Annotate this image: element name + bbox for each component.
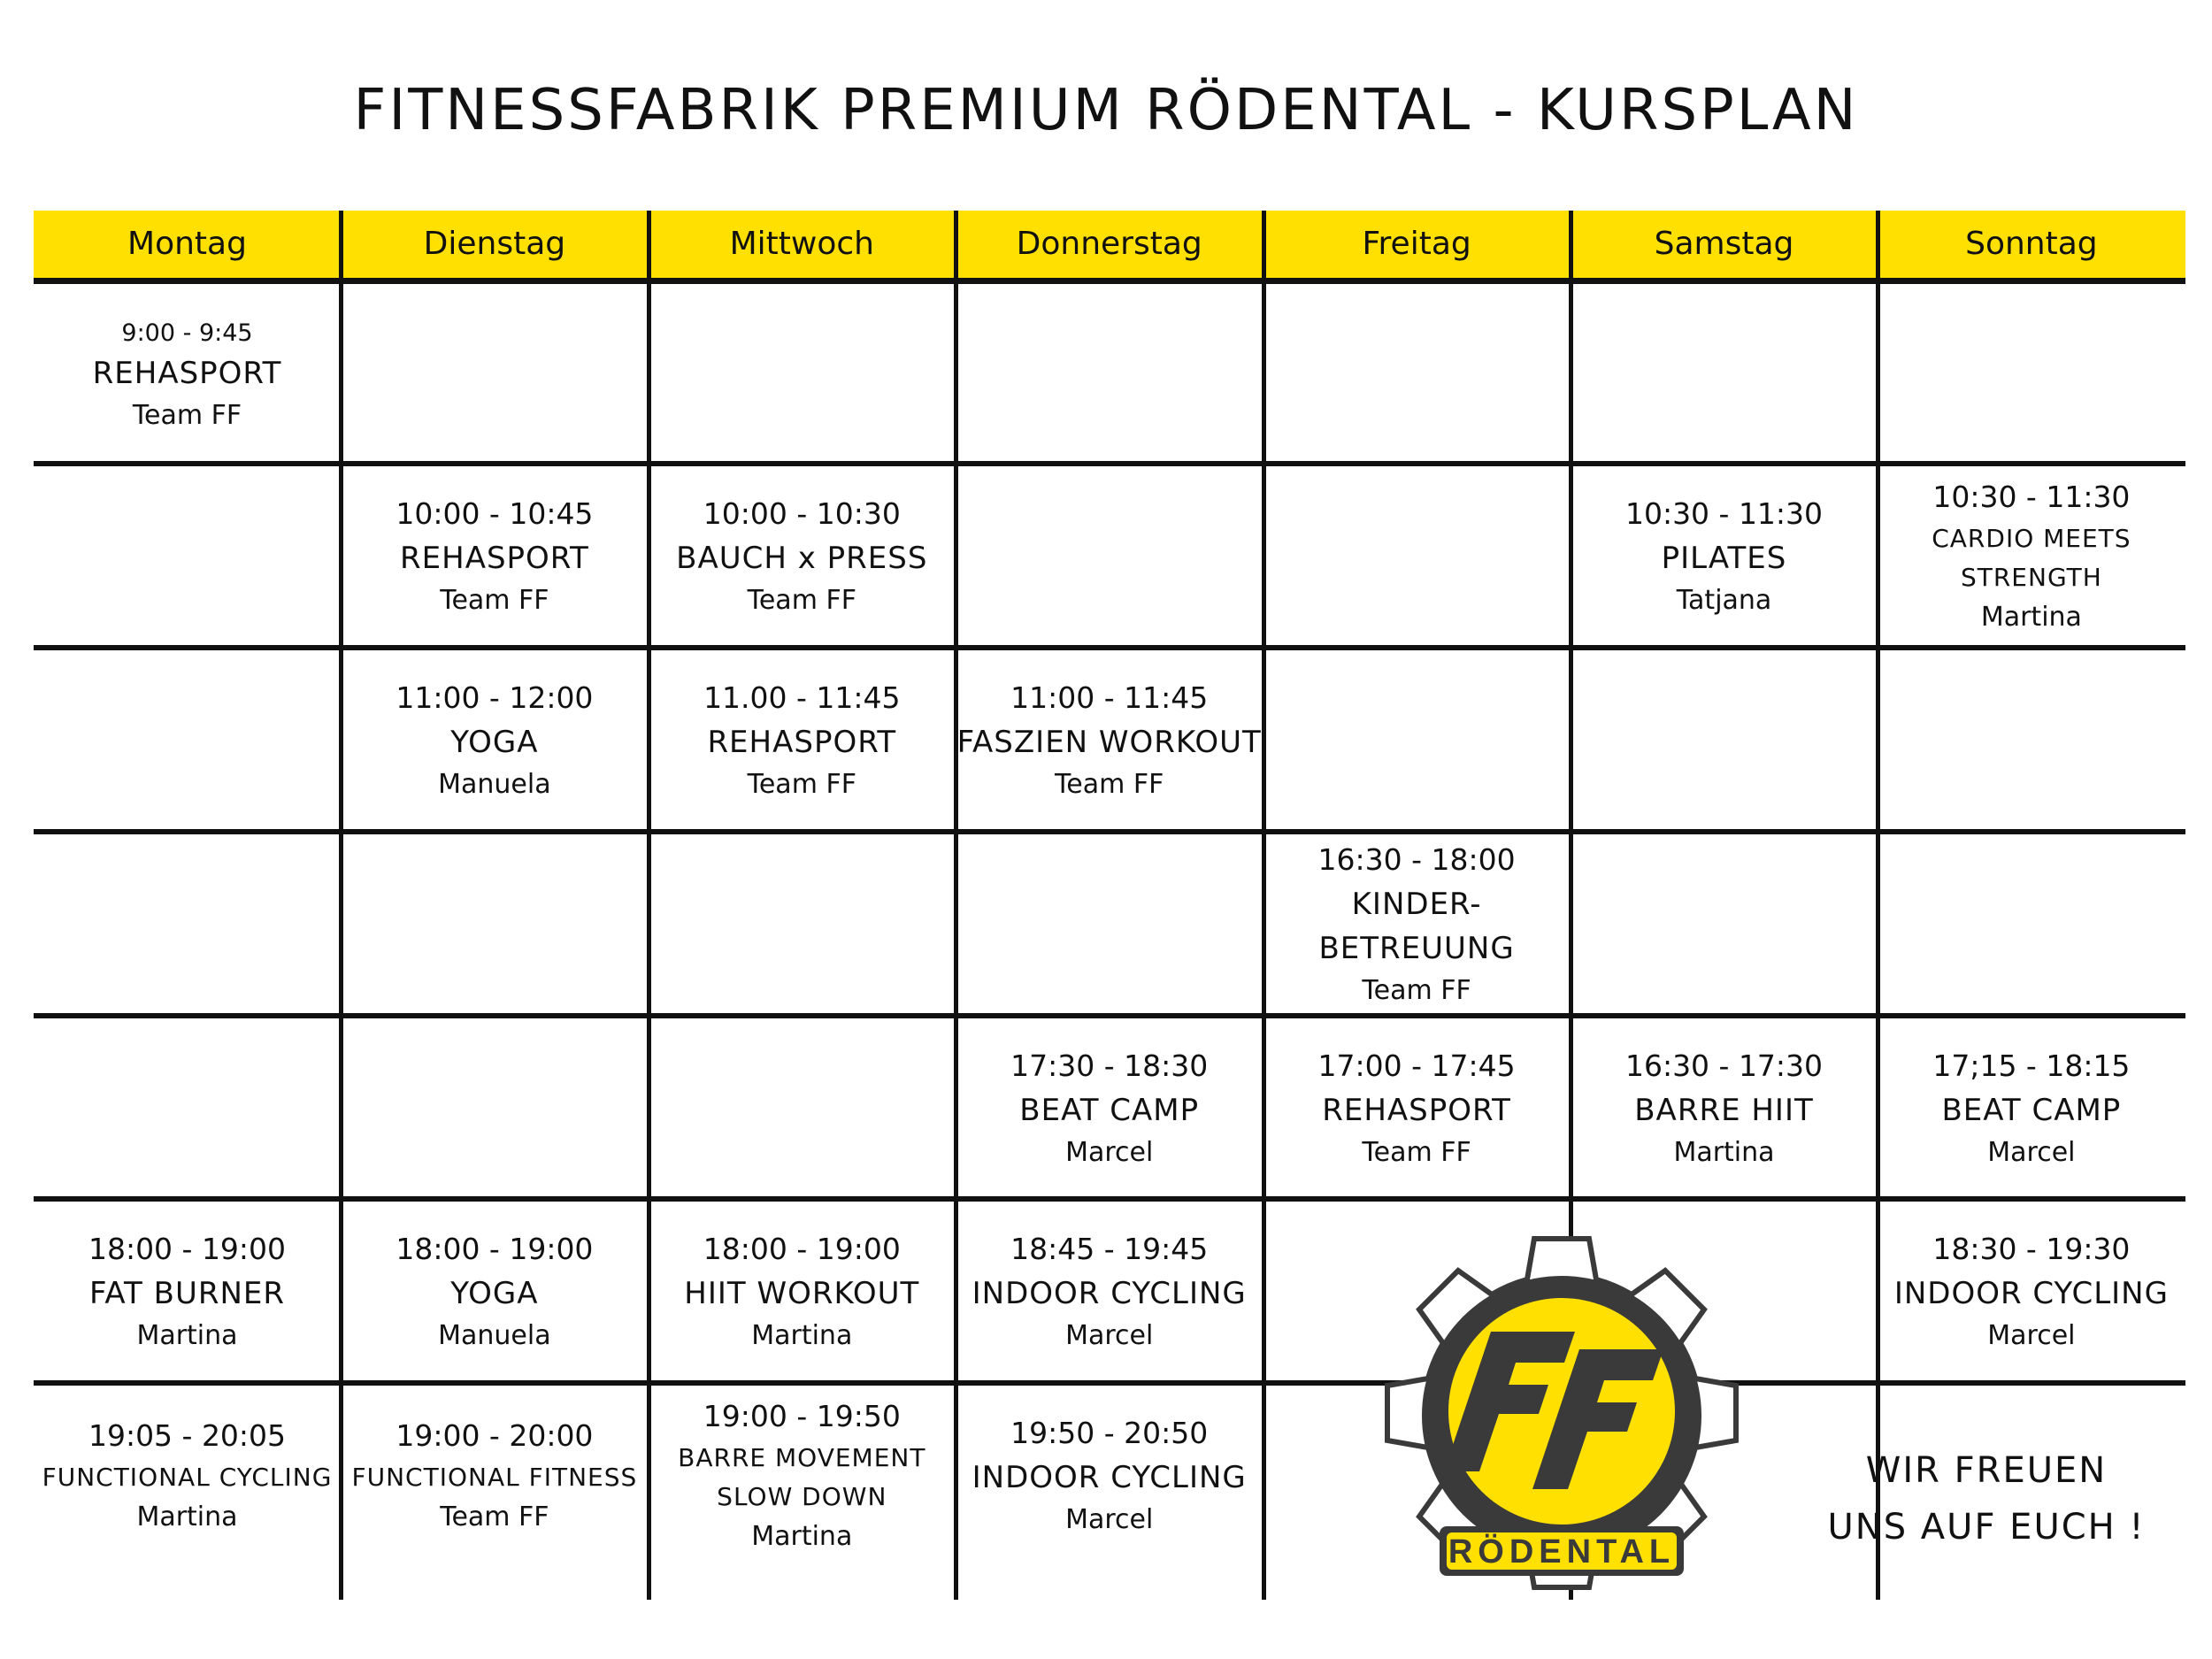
class-trainer: Team FF xyxy=(1055,768,1164,800)
class-entry xyxy=(34,1200,341,1383)
class-entry xyxy=(649,465,956,648)
class-name: YOGA xyxy=(450,1275,539,1311)
class-trainer: Manuela xyxy=(438,1319,551,1351)
class-time: 16:30 - 17:30 xyxy=(1624,1048,1824,1083)
class-time: 19:05 - 20:05 xyxy=(88,1417,287,1453)
class-time: 19:00 - 19:50 xyxy=(703,1398,901,1433)
welcome-line-2: UNS AUF EUCH ! xyxy=(1827,1507,2146,1548)
class-time: 17:00 - 17:45 xyxy=(1317,1048,1516,1083)
class-name: FAT BURNER xyxy=(88,1275,285,1311)
class-entry xyxy=(1571,1017,1878,1200)
class-trainer: Martina xyxy=(1980,601,2082,633)
class-trainer: Team FF xyxy=(440,1501,549,1532)
class-entry xyxy=(1263,1017,1571,1200)
class-entry xyxy=(341,1384,648,1567)
day-header-samstag: Samstag xyxy=(1654,226,1794,262)
class-entry xyxy=(956,649,1263,832)
column-divider xyxy=(1876,211,1880,1600)
class-entry xyxy=(341,649,648,832)
class-entry xyxy=(34,1384,341,1567)
class-entry xyxy=(341,465,648,648)
day-header-donnerstag: Donnerstag xyxy=(1016,226,1202,262)
class-time: 10:00 - 10:45 xyxy=(396,495,594,531)
class-trainer: Team FF xyxy=(747,584,856,616)
welcome-message xyxy=(1778,1442,2194,1555)
class-time: 18:00 - 19:00 xyxy=(396,1231,594,1266)
class-time: 10:00 - 10:30 xyxy=(703,495,901,531)
class-name: PILATES xyxy=(1661,540,1787,576)
class-name: REHASPORT xyxy=(92,355,282,391)
class-time: 19:00 - 20:00 xyxy=(396,1417,594,1453)
class-trainer: Manuela xyxy=(438,768,551,800)
class-name: INDOOR CYCLING xyxy=(972,1275,1247,1311)
class-name: REHASPORT xyxy=(400,540,589,576)
class-trainer: Martina xyxy=(1673,1136,1775,1168)
class-entry xyxy=(1878,1017,2185,1200)
class-trainer: Marcel xyxy=(1065,1503,1154,1535)
class-trainer: Team FF xyxy=(1362,974,1471,1006)
class-name: REHASPORT xyxy=(1322,1092,1511,1128)
day-header-dienstag: Dienstag xyxy=(423,226,566,262)
class-name: HIIT WORKOUT xyxy=(684,1275,920,1311)
day-header-montag: Montag xyxy=(127,226,247,262)
class-name: INDOOR CYCLING xyxy=(972,1459,1247,1495)
class-time: 11:00 - 12:00 xyxy=(396,680,594,715)
class-trainer: Martina xyxy=(136,1501,238,1532)
class-trainer: Team FF xyxy=(747,768,856,800)
class-name: FASZIEN WORKOUT xyxy=(956,724,1262,760)
class-time: 16:30 - 18:00 xyxy=(1317,841,1516,877)
class-name: REHASPORT xyxy=(707,724,897,760)
class-entry xyxy=(649,1384,956,1567)
class-name: KINDER-BETREUUNG xyxy=(1318,886,1515,966)
class-trainer: Marcel xyxy=(1987,1319,2076,1351)
class-entry xyxy=(956,1384,1263,1567)
page-title: FITNESSFABRIK PREMIUM RÖDENTAL - KURSPLAN xyxy=(353,78,1859,143)
class-entry xyxy=(956,1200,1263,1383)
day-header-freitag: Freitag xyxy=(1362,226,1471,262)
class-time: 18:00 - 19:00 xyxy=(703,1231,901,1266)
class-trainer: Marcel xyxy=(1065,1136,1154,1168)
class-time: 10:30 - 11:30 xyxy=(1932,479,2131,514)
logo-text: RÖDENTAL xyxy=(1448,1533,1676,1571)
class-trainer: Team FF xyxy=(132,399,242,431)
class-time: 17;15 - 18:15 xyxy=(1932,1048,2131,1083)
class-trainer: Martina xyxy=(751,1520,853,1552)
day-header-sonntag: Sonntag xyxy=(1965,226,2098,262)
class-time: 19:50 - 20:50 xyxy=(1010,1415,1209,1450)
class-name: BARRE HIIT xyxy=(1634,1092,1814,1128)
class-time: 18:00 - 19:00 xyxy=(88,1231,287,1266)
class-trainer: Martina xyxy=(751,1319,853,1351)
class-name: YOGA xyxy=(450,724,539,760)
class-trainer: Marcel xyxy=(1987,1136,2076,1168)
class-name: INDOOR CYCLING xyxy=(1893,1275,2169,1311)
class-trainer: Team FF xyxy=(1362,1136,1471,1168)
class-entry xyxy=(1571,465,1878,648)
class-entry xyxy=(1878,1200,2185,1383)
day-header-mittwoch: Mittwoch xyxy=(729,226,874,262)
class-entry xyxy=(956,1017,1263,1200)
course-timetable xyxy=(34,211,2185,1600)
class-time: 10:30 - 11:30 xyxy=(1624,495,1824,531)
class-time: 11.00 - 11:45 xyxy=(703,680,901,715)
class-name: BEAT CAMP xyxy=(1019,1092,1200,1128)
class-time: 11:00 - 11:45 xyxy=(1010,680,1209,715)
class-trainer: Team FF xyxy=(440,584,549,616)
class-name: CARDIO MEETS STRENGTH xyxy=(1932,523,2131,592)
class-entry xyxy=(1263,833,1571,1016)
fitnessfabrik-logo xyxy=(1358,1217,1765,1624)
class-time: 18:30 - 19:30 xyxy=(1932,1231,2131,1266)
class-trainer: Marcel xyxy=(1065,1319,1154,1351)
welcome-line-1: WIR FREUEN xyxy=(1865,1450,2108,1491)
class-entry xyxy=(649,649,956,832)
class-trainer: Tatjana xyxy=(1676,584,1772,616)
class-trainer: Martina xyxy=(136,1319,238,1351)
class-name: BAUCH x PRESS xyxy=(676,540,928,576)
class-name: FUNCTIONAL FITNESS xyxy=(351,1462,638,1492)
class-entry xyxy=(34,284,341,467)
class-entry xyxy=(341,1200,648,1383)
class-time: 18:45 - 19:45 xyxy=(1010,1231,1209,1266)
class-name: FUNCTIONAL CYCLING xyxy=(42,1462,333,1492)
class-time: 17:30 - 18:30 xyxy=(1010,1048,1209,1083)
class-name: BEAT CAMP xyxy=(1941,1092,2122,1128)
class-entry xyxy=(1878,465,2185,648)
class-time: 9:00 - 9:45 xyxy=(121,319,253,347)
class-name: BARRE MOVEMENT SLOW DOWN xyxy=(678,1442,926,1511)
class-entry xyxy=(649,1200,956,1383)
